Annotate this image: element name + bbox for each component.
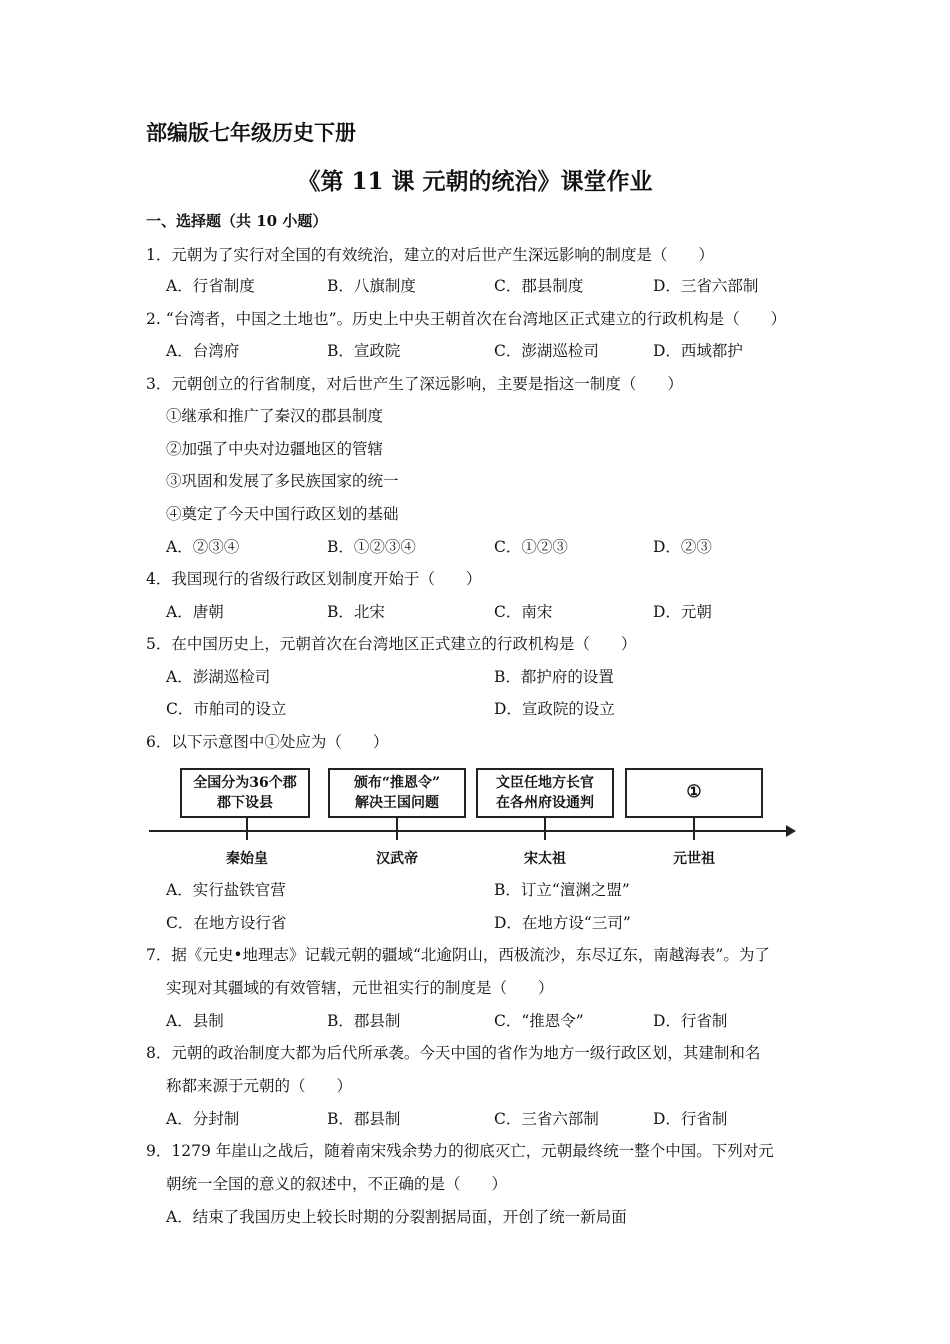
q2-option-a: A．台湾府 xyxy=(166,342,240,360)
question-6-text: 6．以下示意图中①处应为（ ） xyxy=(146,733,389,751)
timeline-label-han: 汉武帝 xyxy=(376,851,418,867)
timeline-tick-qin xyxy=(246,818,248,840)
question-4-text: 4．我国现行的省级行政区划制度开始于（ ） xyxy=(146,570,482,588)
timeline-box-qin-line1: 全国分为36个郡 xyxy=(193,775,297,791)
q6-option-b: B．订立“澶渊之盟” xyxy=(494,881,630,899)
q3-item-4: ④奠定了今天中国行政区划的基础 xyxy=(166,505,399,523)
timeline-label-qin: 秦始皇 xyxy=(226,851,268,867)
timeline-box-han-line2: 解决王国问题 xyxy=(355,795,439,811)
question-9-text-line2: 朝统一全国的意义的叙述中，不正确的是（ ） xyxy=(166,1175,508,1193)
question-3-text: 3．元朝创立的行省制度，对后世产生了深远影响，主要是指这一制度（ ） xyxy=(146,375,683,393)
q5-option-b: B．都护府的设置 xyxy=(494,668,614,686)
q8-option-b: B．郡县制 xyxy=(327,1110,401,1128)
question-8-text-line2: 称都来源于元朝的（ ） xyxy=(166,1077,353,1095)
timeline-label-yuan: 元世祖 xyxy=(673,851,715,867)
section-heading: 一、选择题（共 10 小题） xyxy=(146,212,328,230)
timeline-box-yuan-line1: ① xyxy=(686,782,702,802)
timeline-label-song: 宋太祖 xyxy=(524,851,566,867)
timeline-box-qin xyxy=(180,768,310,818)
timeline-tick-song xyxy=(544,818,546,840)
question-8-text-line1: 8．元朝的政治制度大都为后代所承袭。今天中国的省作为地方一级行政区划，其建制和名 xyxy=(146,1044,761,1062)
timeline-box-song-line1: 文臣任地方长官 xyxy=(496,775,594,791)
q6-option-d: D．在地方设“三司” xyxy=(494,914,631,932)
q3-option-c: C．①②③ xyxy=(494,538,568,556)
q8-option-c: C．三省六部制 xyxy=(494,1110,599,1128)
timeline-tick-yuan xyxy=(693,818,695,840)
q4-option-d: D．元朝 xyxy=(653,603,712,621)
timeline-box-qin-line2: 郡下设县 xyxy=(217,795,273,811)
book-title: 部编版七年级历史下册 xyxy=(146,120,356,145)
q3-item-3: ③巩固和发展了多民族国家的统一 xyxy=(166,472,399,490)
q3-option-a: A．②③④ xyxy=(166,538,240,556)
question-7-text-line1: 7．据《元史•地理志》记载元朝的疆域“北逾阴山，西极流沙，东尽辽东，南越海表”。为了 xyxy=(146,946,770,964)
timeline-box-song xyxy=(476,768,614,818)
q8-option-a: A．分封制 xyxy=(166,1110,240,1128)
q2-option-d: D．西域都护 xyxy=(653,342,743,360)
q3-item-1: ①继承和推广了秦汉的郡县制度 xyxy=(166,407,384,425)
q2-option-b: B．宣政院 xyxy=(327,342,401,360)
q1-option-c: C．郡县制度 xyxy=(494,277,584,295)
q3-item-2: ②加强了中央对边疆地区的管辖 xyxy=(166,440,384,458)
q7-option-a: A．县制 xyxy=(166,1012,224,1030)
q4-option-c: C．南宋 xyxy=(494,603,553,621)
timeline-box-han-line1: 颁布“推恩令” xyxy=(353,775,441,791)
q1-option-a: A．行省制度 xyxy=(166,277,255,295)
q7-option-b: B．郡县制 xyxy=(327,1012,401,1030)
q4-option-b: B．北宋 xyxy=(327,603,385,621)
q4-option-a: A．唐朝 xyxy=(166,603,224,621)
q3-option-b: B．①②③④ xyxy=(327,538,416,556)
q2-option-c: C．澎湖巡检司 xyxy=(494,342,599,360)
page-title: 《第 11 课 元朝的统治》课堂作业 xyxy=(297,168,653,195)
timeline-box-song-line2: 在各州府设通判 xyxy=(496,795,594,811)
q6-option-c: C．在地方设行省 xyxy=(166,914,287,932)
q9-option-a: A．结束了我国历史上较长时期的分裂割据局面，开创了统一新局面 xyxy=(166,1208,627,1226)
question-5-text: 5．在中国历史上，元朝首次在台湾地区正式建立的行政机构是（ ） xyxy=(146,635,637,653)
q7-option-c: C．“推恩令” xyxy=(494,1012,584,1030)
q6-option-a: A．实行盐铁官营 xyxy=(166,881,286,899)
timeline-box-han xyxy=(328,768,466,818)
q5-option-a: A．澎湖巡检司 xyxy=(166,668,271,686)
timeline-tick-han xyxy=(396,818,398,840)
q1-option-b: B．八旗制度 xyxy=(327,277,416,295)
timeline-box-yuan xyxy=(625,768,763,818)
timeline-arrow-icon xyxy=(786,825,796,837)
q1-option-d: D．三省六部制 xyxy=(653,277,759,295)
q8-option-d: D．行省制 xyxy=(653,1110,728,1128)
question-2-text: 2. “台湾者，中国之土地也”。历史上中央王朝首次在台湾地区正式建立的行政机构是（ ） xyxy=(146,310,787,328)
q3-option-d: D．②③ xyxy=(653,538,712,556)
question-7-text-line2: 实现对其疆域的有效管辖，元世祖实行的制度是（ ） xyxy=(166,979,554,997)
question-9-text-line1: 9．1279 年崖山之战后，随着南宋残余势力的彻底灭亡，元朝最终统一整个中国。下列对元 xyxy=(146,1142,774,1160)
q5-option-c: C．市舶司的设立 xyxy=(166,700,287,718)
q5-option-d: D．宣政院的设立 xyxy=(494,700,615,718)
question-1-text: 1．元朝为了实行对全国的有效统治，建立的对后世产生深远影响的制度是（ ） xyxy=(146,246,714,264)
q7-option-d: D．行省制 xyxy=(653,1012,728,1030)
